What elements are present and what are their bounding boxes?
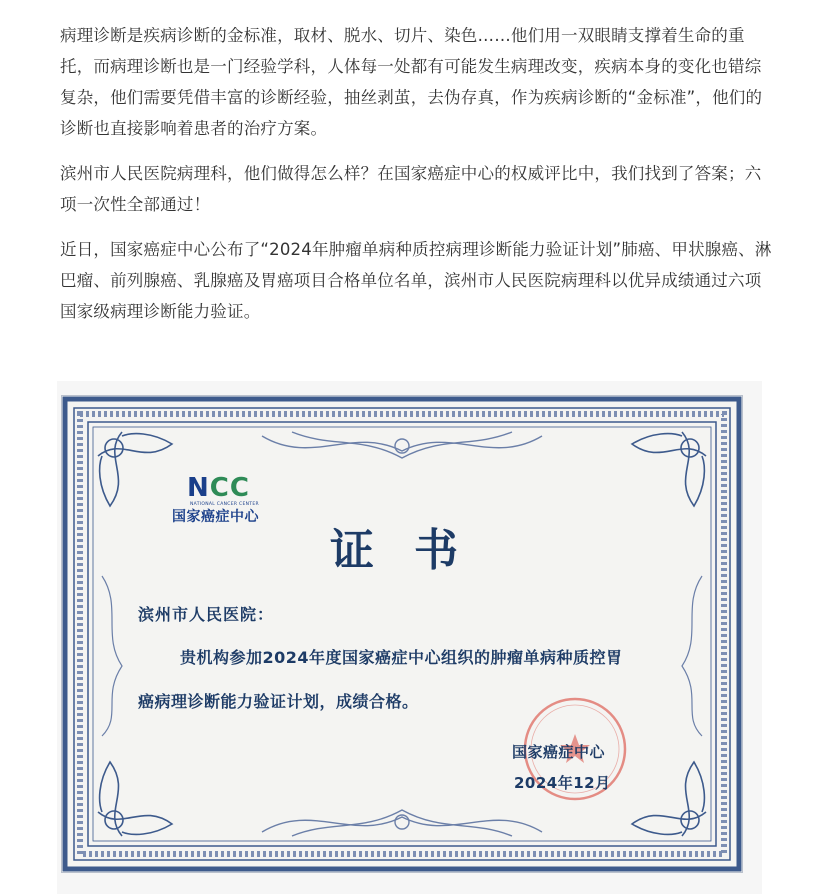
article-paragraph: 滨州市人民医院病理科，他们做得怎么样？在国家癌症中心的权威评比中，我们找到了答案；六项一次性全部通过！ [60, 164, 762, 214]
ncc-logo-chinese: 国家癌症中心 [172, 509, 259, 525]
ornamental-frame [62, 396, 742, 872]
certificate-title: 证书 [330, 525, 498, 576]
certificate-recipient: 滨州市人民医院： [138, 605, 275, 624]
certificate-date: 2024年12月 [514, 774, 611, 792]
ncc-logo [172, 474, 282, 526]
article-paragraph: 近日，国家癌症中心公布了“2024年肿瘤单病种质控病理诊断能力验证计划”肺癌、甲状腺癌、淋巴瘤、前列腺癌、乳腺癌及胃癌项目合格单位名单，滨州市人民医院病理科以优异成绩通过六项国家级病理诊断能力验证。 [60, 240, 772, 321]
article-body [60, 20, 772, 341]
certificate [61, 395, 743, 873]
certificate-body-line: 癌病理诊断能力验证计划，成绩合格。 [138, 692, 419, 711]
ncc-logo-abbr: NCC [187, 473, 250, 503]
certificate-issuer: 国家癌症中心 [512, 743, 606, 761]
ncc-logo-english: NATIONAL CANCER CENTER [190, 502, 259, 507]
certificate-image [57, 381, 762, 894]
article-paragraph: 病理诊断是疾病诊断的金标准，取材、脱水、切片、染色……他们用一双眼睛支撑着生命的重托，而病理诊断也是一门经验学科，人体每一处都有可能发生病理改变，疾病本身的变化也错综复杂，他们需要凭借丰富的诊断经验，抽丝剥茧，去伪存真，作为疾病诊断的“金标准”，他们的诊断也直接影响着患者的治疗方案。 [60, 26, 763, 138]
certificate-body-line: 贵机构参加2024年度国家癌症中心组织的肿瘤单病种质控胃 [180, 648, 623, 667]
